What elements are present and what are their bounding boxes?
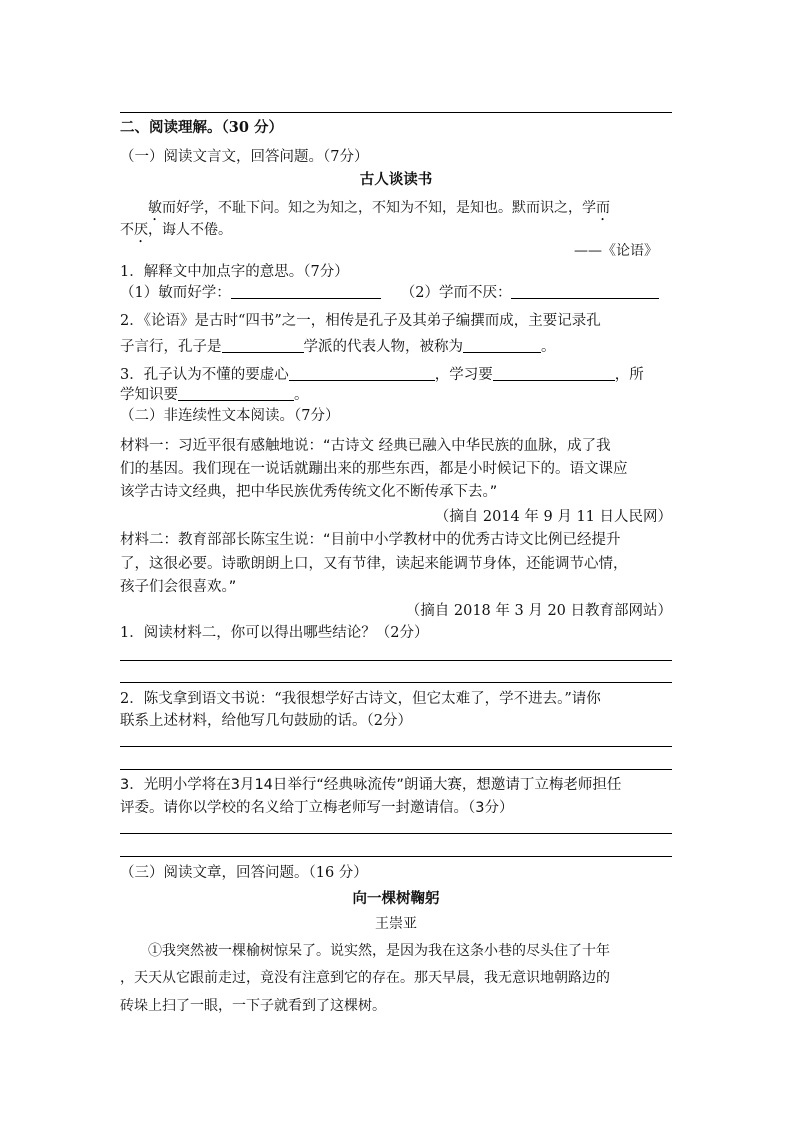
p2-q2-line1: 2．陈戈拿到语文书说：“我很想学好古诗文，但它太难了，学不进去。”请你 [120,691,601,707]
answer-blank[interactable] [289,365,435,381]
part1-heading: （一）阅读文言文，回答问题。（7分） [120,149,369,165]
p1-q3-line1 [120,365,672,385]
part1-title: 古人谈读书 [359,171,433,188]
text-segment: ，学习要 [434,367,493,383]
answer-line[interactable] [120,833,672,834]
p1-q1-answers [120,283,672,303]
text-segment: 。 [541,339,556,355]
text-segment: ，所 [614,367,644,383]
part2-heading: （二）非连续性文本阅读。（7分） [120,408,340,424]
material1-line2: 们的基因。我们现在一说话就蹦出来的那些东西，都是小时候记下的。语文课应 [120,461,628,477]
text-segment: 学知识要 [120,387,178,403]
p1-q1: 1．解释文中加点字的意思。（7分） [120,264,349,280]
answer-blank[interactable] [222,337,304,353]
text-segment: 。 [294,387,309,403]
part3-heading: （三）阅读文章，回答问题。（16 分） [120,865,368,881]
article-p1-line3: 砖垛上扫了一眼，一下子就看到了这棵树。 [120,998,386,1014]
material2-line1: 材料二：教育部部长陈宝生说：“目前中小学教材中的优秀古诗文比例已经提升 [120,532,621,548]
answer-blank[interactable] [511,283,659,299]
dotted-char: 厌 [134,222,148,238]
material2-source: （摘自 2018 年 3 月 20 日教育部网站） [405,603,672,619]
material2-line2: 了，这很必要。诗歌朗朗上口，又有节律，读起来能调节身体，还能调节心情， [120,556,628,572]
material2-line3: 孩子们会很喜欢。” [120,579,237,595]
q1-a-label: （1）敏而好学： [120,285,231,301]
answer-blank[interactable] [231,283,381,299]
part3-author: 王崇亚 [375,916,417,932]
q1-b-label: （2）学而不厌： [400,285,512,301]
article-p1-line1: ①我突然被一棵榆树惊呆了。说实然，是因为我在这条小巷的尽头住了十年 [148,943,610,959]
text-segment: 学派的代表人物，被称为 [303,339,463,355]
p1-q2-line2 [120,337,672,357]
answer-blank[interactable] [178,385,294,401]
answer-line[interactable] [120,769,672,770]
section-heading: 二、阅读理解。（30 分） [120,119,283,136]
text-segment: ，诲人不倦。 [148,222,232,238]
p2-q1: 1．阅读材料二，你可以得出哪些结论？（2分） [120,625,429,641]
answer-blank[interactable] [493,365,615,381]
answer-line[interactable] [120,682,672,683]
top-rule [120,112,672,113]
answer-line[interactable] [120,660,672,661]
answer-line[interactable] [120,746,672,747]
text-segment: 不 [120,222,134,238]
material1-line1: 材料一：习近平很有感触地说：“古诗文 经典已融入中华民族的血脉，成了我 [120,438,611,454]
p1-q3-line2 [120,385,672,405]
material1-source: （摘自 2014 年 9 月 11 日人民网） [434,509,672,525]
part3-title: 向一棵树鞠躬 [352,890,440,907]
article-p1-line2: ，天天从它跟前走过，竟没有注意到它的存在。那天早晨，我无意识地朝路边的 [120,970,610,986]
dotted-char: 而 [596,200,610,216]
p1-q2-line1: 2．《论语》是古时“四书”之一，相传是孔子及其弟子编撰而成，主要记录孔 [120,313,601,329]
text-segment: 子言行，孔子是 [120,339,222,355]
material1-line3: 该学古诗文经典，把中华民族优秀传统文化不断传承下去。” [120,484,498,500]
p2-q2-line2: 联系上述材料，给他写几句鼓励的话。（2分） [120,713,412,729]
answer-blank[interactable] [463,337,541,353]
p2-q3-line2: 评委。请你以学校的名义给丁立梅老师写一封邀请信。（3分） [120,800,514,816]
answer-line[interactable] [120,856,672,857]
dotted-char: 敏 [148,200,162,216]
text-segment: 3．孔子认为不懂的要虚心 [120,367,289,383]
text-segment: 而好学，不耻下问。知之为知之，不知为不知，是知也。默而识之，学 [162,200,596,216]
classical-source: ——《论语》 [574,243,658,259]
p2-q3-line1: 3．光明小学将在3月14日举行“经典咏流传”朗诵大赛，想邀请丁立梅老师担任 [120,777,622,793]
